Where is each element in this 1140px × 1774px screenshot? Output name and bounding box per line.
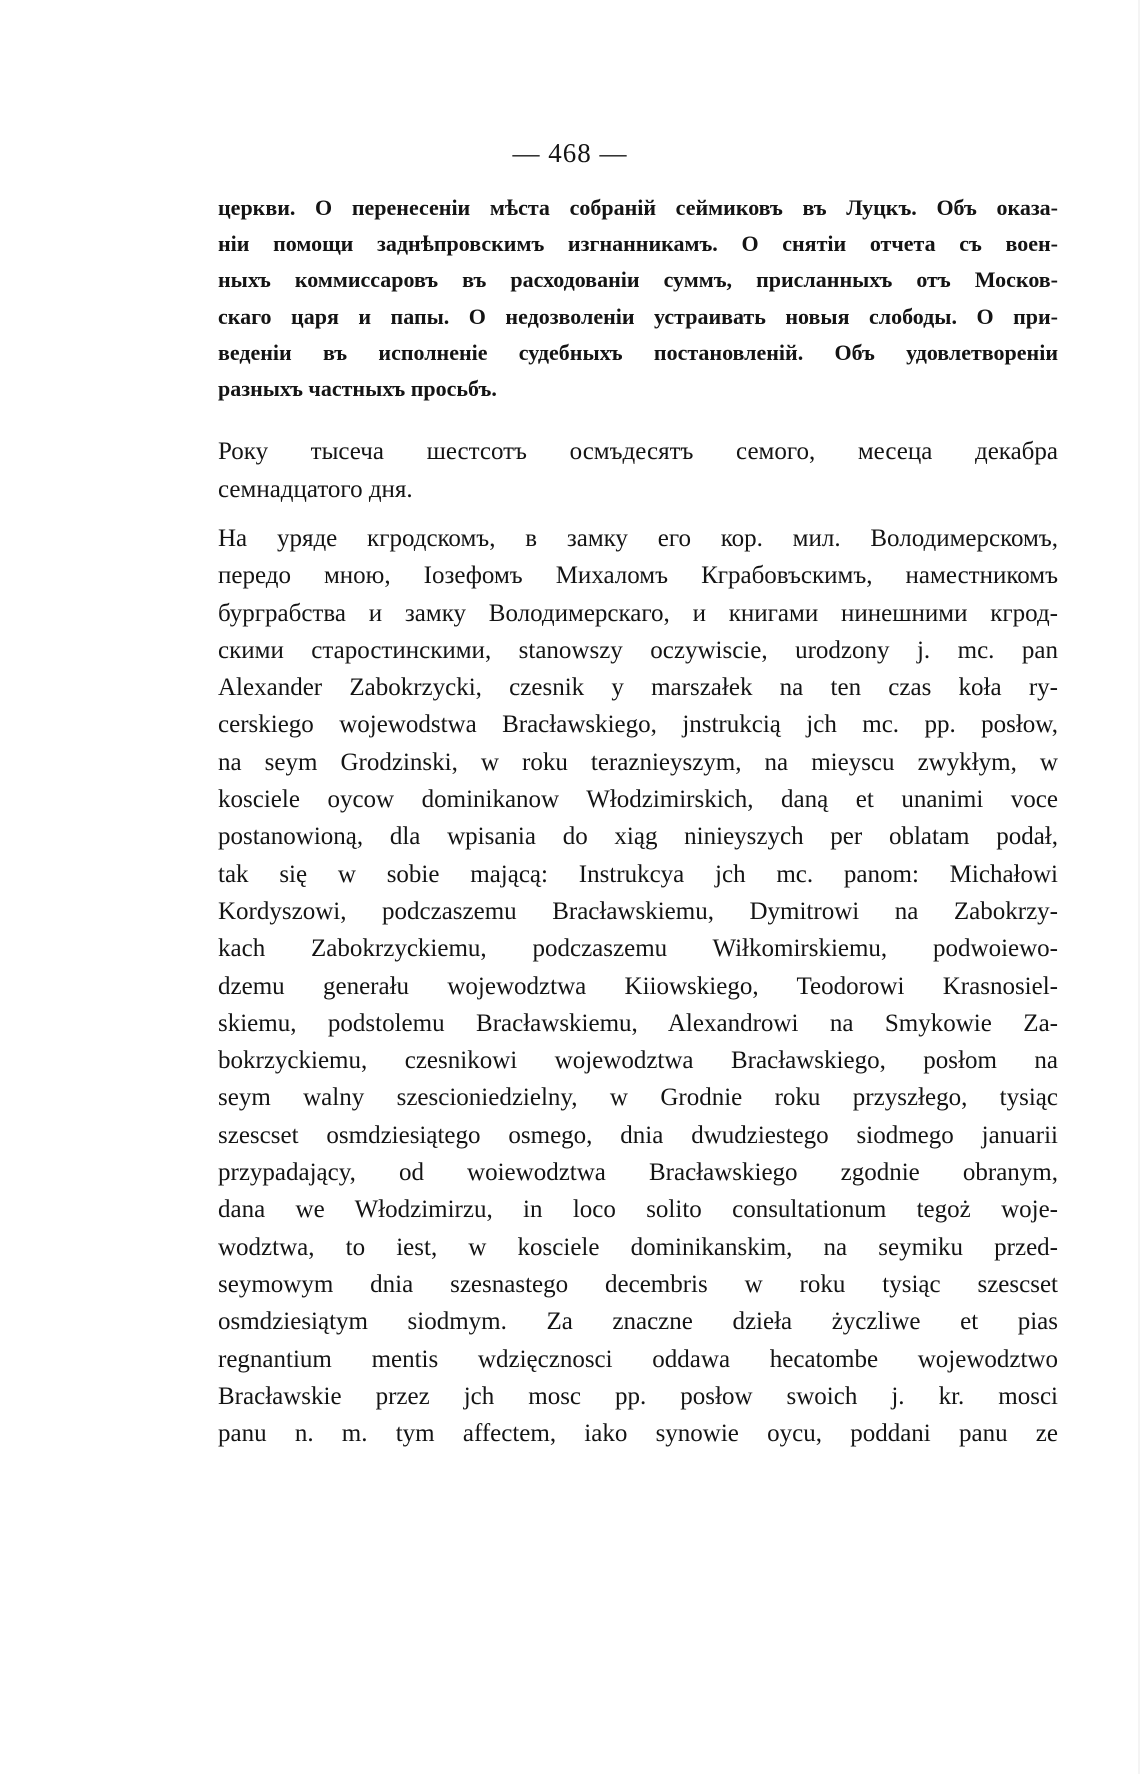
body-line: tak się w sobie mającą: Instrukcya jch mc. panom: Michałowi	[218, 860, 1058, 888]
body-line: skiemu, podstolemu Bracławskiemu, Alexandrowi na Smykowie Za-	[218, 1009, 1058, 1037]
body-line: dzemu generału wojewodztwa Kiiowskiego, Teodorowi Krasnosiel-	[218, 972, 1058, 1000]
body-text	[218, 520, 1058, 1452]
body-line: скими старостинскими, stanowszy oczywiscie, urodzony j. mc. pan	[218, 636, 1058, 664]
body-line: kosciele oycow dominikanow Włodzimirskich, daną et unanimi voce	[218, 786, 1058, 814]
date-line: Року тысеча шестсотъ осмъдесятъ семого, месеца декабра	[218, 438, 1058, 465]
summary-line: разныхъ частныхъ просьбъ.	[218, 376, 497, 402]
date-paragraph	[218, 433, 1058, 509]
body-line: cerskiego wojewodstwa Bracławskiego, jnstrukcią jch mc. pp. posłow,	[218, 711, 1058, 739]
body-line: wodztwa, to iest, w kosciele dominikanskim, na seymiku przed-	[218, 1233, 1058, 1261]
summary-line: ніи помощи заднѣпровскимъ изгнанникамъ. О снятіи отчета съ воен-	[218, 231, 1058, 257]
body-line: bokrzyckiemu, czesnikowi wojewodztwa Bracławskiego, posłom na	[218, 1047, 1058, 1075]
summary-line: ныхъ коммиссаровъ въ расходованіи суммъ, присланныхъ отъ Москов-	[218, 267, 1058, 293]
body-line: regnantium mentis wdzięcznosci oddawa hecatombe wojewodztwo	[218, 1345, 1058, 1373]
body-line: Kordyszowi, podczaszemu Bracławskiemu, Dymitrowi na Zabokrzy-	[218, 897, 1058, 925]
body-line: przypadający, od woiewodztwa Bracławskiego zgodnie obranym,	[218, 1159, 1058, 1187]
chapter-summary	[218, 190, 1058, 407]
summary-line: церкви. О перенесеніи мѣста собраній сеймиковъ въ Луцкъ. Объ оказа-	[218, 195, 1058, 220]
body-line: postanowioną, dla wpisania do xiąg ninieyszych per oblatam podał,	[218, 823, 1058, 851]
body-line: na seym Grodzinski, w roku teraznieyszym, na mieyscu zwykłym, w	[218, 748, 1058, 776]
body-line: seym walny szescioniedzielny, w Grodnie roku przyszłego, tysiąc	[218, 1084, 1058, 1112]
body-line: kach Zabokrzyckiemu, podczaszemu Wiłkomirskiemu, podwoiewo-	[218, 935, 1058, 963]
body-line: dana we Włodzimirzu, in loco solito consultationum tegoż woje-	[218, 1196, 1058, 1224]
body-line: передо мною, Іозефомъ Михаломъ Кграбовъскимъ, наместникомъ	[218, 562, 1058, 590]
summary-line: веденіи въ исполненіе судебныхъ постановленій. Объ удовлетвореніи	[218, 339, 1058, 365]
body-line: panu n. m. tym affectem, iako synowie oycu, poddani panu ze	[218, 1420, 1058, 1448]
body-line: seymowym dnia szesnastego decembris w roku tysiąc szescset	[218, 1270, 1058, 1298]
body-line: Bracławskie przez jch mosc pp. posłow swoich j. kr. mosci	[218, 1382, 1058, 1410]
body-line: osmdziesiątym siodmym. Za znaczne dzieła życzliwe et pias	[218, 1308, 1058, 1336]
page-number: — 468 —	[512, 138, 628, 168]
body-line: бурграбства и замку Володимерскаго, и книгами нинешними кгрод-	[218, 599, 1058, 627]
body-line: На урядe кгродскомъ, в замку его кор. мил. Володимерскомъ,	[218, 525, 1058, 552]
date-line: семнадцатого дня.	[218, 476, 413, 503]
body-line: Alexander Zabokrzycki, czesnik y marszałek na ten czas koła ry-	[218, 674, 1058, 702]
summary-line: скаго царя и папы. О недозволеніи устраивать новыя слободы. О при-	[218, 303, 1058, 329]
body-line: szescset osmdziesiątego osmego, dnia dwudziestego siodmego januarii	[218, 1121, 1058, 1149]
